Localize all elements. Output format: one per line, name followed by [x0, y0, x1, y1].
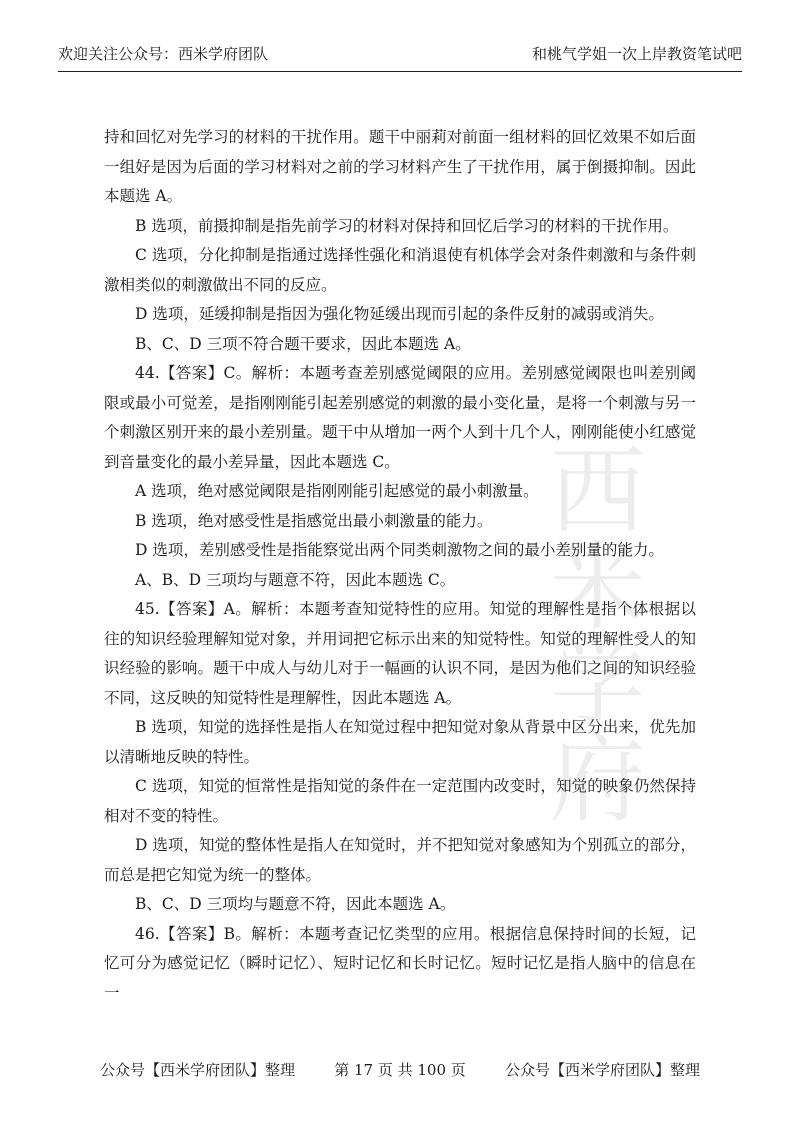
header-left-text: 欢迎关注公众号：西米学府团队 — [58, 45, 269, 63]
paragraph: D 选项，差别感受性是指能察觉出两个同类刺激物之间的最小差别量的能力。 — [135, 541, 664, 559]
header-right-text: 和桃气学姐一次上岸教资笔试吧 — [531, 45, 742, 63]
paragraph: B、C、D 三项不符合题干要求，因此本题选 A。 — [135, 334, 471, 353]
paragraph: A 选项，绝对感觉阈限是指刚刚能引起感觉的最小刺激量。 — [135, 482, 539, 500]
page-header — [58, 40, 742, 68]
paragraph: B、C、D 三项均与题意不符，因此本题选 A。 — [135, 895, 456, 913]
paragraph: A、B、D 三项均与题意不符，因此本题选 C。 — [135, 570, 456, 589]
answer-44: 44.【答案】C。解析：本题考查差别感觉阈限的应用。差别感觉阈限也叫差别阈限或最小可觉差，是指刚刚能引起差别感觉的刺激的最小变化量，是将一个刺激与另一个刺激区别开来的最小差别量。题干中从增加一两个人到十几个人，刚刚能使小红感觉到音量变化的最小差异量，因此本题选 C。 — [104, 364, 696, 471]
footer-right-text: 公众号【西米学府团队】整理 — [504, 1061, 700, 1079]
answer-46: 46.【答案】B。解析：本题考查记忆类型的应用。根据信息保持时间的长短，记忆可分为感觉记忆（瞬时记忆）、短时记忆和长时记忆。短时记忆是指人脑中的信息在一 — [104, 924, 696, 1002]
paragraph: B 选项，前摄抑制是指先前学习的材料对保持和回忆后学习的材料的干扰作用。 — [135, 216, 679, 235]
watermark-logo: 西米学府 — [534, 440, 646, 824]
paragraph: C 选项，知觉的恒常性是指知觉的条件在一定范围内改变时，知觉的映象仍然保持相对不变的特性。 — [104, 777, 696, 825]
page-number: 第 17 页 共 100 页 — [334, 1061, 466, 1079]
paragraph: D 选项，延缓抑制是指因为强化物延缓出现而引起的条件反射的减弱或消失。 — [135, 305, 664, 323]
paragraph: D 选项，知觉的整体性是指人在知觉时，并不把知觉对象感知为个别孤立的部分，而总是把它知觉为统一的整体。 — [104, 836, 696, 884]
paragraph: B 选项，绝对感受性是指感觉出最小刺激量的能力。 — [135, 511, 493, 530]
footer-left-text: 公众号【西米学府团队】整理 — [100, 1061, 296, 1079]
paragraph: B 选项，知觉的选择性是指人在知觉过程中把知觉对象从背景中区分出来，优先加以清晰地反映的特性。 — [104, 718, 696, 766]
document-body — [104, 123, 696, 1008]
paragraph: 持和回忆对先学习的材料的干扰作用。题干中丽莉对前面一组材料的回忆效果不如后面一组好是因为后面的学习材料对之前的学习材料产生了干扰作用，属于倒摄抑制。因此本题选 A。 — [104, 128, 696, 205]
answer-45: 45.【答案】A。解析：本题考查知觉特性的应用。知觉的理解性是指个体根据以往的知识经验理解知觉对象，并用词把它标示出来的知觉特性。知觉的理解性受人的知识经验的影响。题干中成人与幼儿对于一幅画的认识不同，是因为他们之间的知识经验不同，这反映的知觉特性是理解性，因此本题选 A。 — [104, 600, 696, 707]
page-footer — [0, 1058, 800, 1082]
header-divider — [58, 71, 742, 72]
paragraph: C 选项，分化抑制是指通过选择性强化和消退使有机体学会对条件刺激和与条件刺激相类似的刺激做出不同的反应。 — [104, 246, 696, 294]
